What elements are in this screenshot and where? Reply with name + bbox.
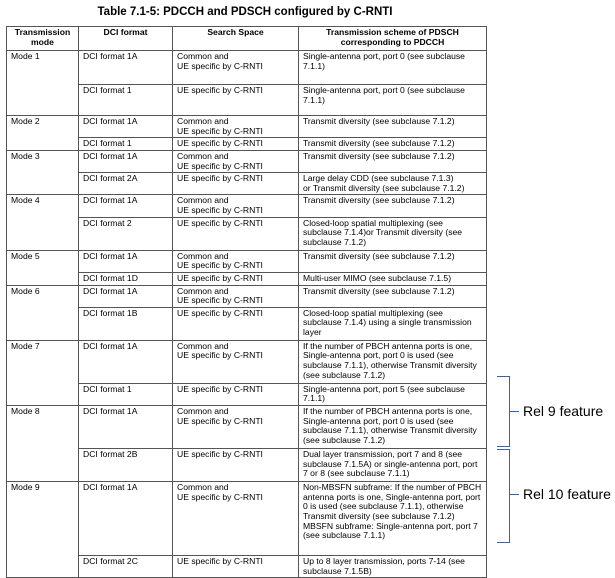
scheme-cell: Single-antenna port, port 0 (see subclause 7.1.1) [299,51,487,85]
scheme-cell: Large delay CDD (see subclause 7.1.3) or Transmit diversity (see subclause 7.1.2) [299,173,487,195]
search-space-cell: UE specific by C-RNTI [173,138,299,151]
scheme-cell: Transmit diversity (see subclause 7.1.2) [299,138,487,151]
scheme-cell: Transmit diversity (see subclause 7.1.2) [299,285,487,307]
dci-cell: DCI format 1A [79,195,173,217]
dci-cell: DCI format 2 [79,217,173,250]
dci-cell: DCI format 1A [79,250,173,272]
mode-cell: Mode 9 [7,482,79,578]
scheme-cell: Non-MBSFN subframe: If the number of PBCH antenna ports is one, Single-antenna port, port 0 is used (see subclause 7.1.1), otherwise Transmit diversity (see subclause 7.1.2) MBSFN subframe: Single-antenna port, port 7 (see subclause 7.1.1) [299,482,487,556]
mode-cell: Mode 4 [7,195,79,250]
scheme-cell: Transmit diversity (see subclause 7.1.2) [299,116,487,138]
mode-cell: Mode 3 [7,150,79,195]
dci-cell: DCI format 1A [79,482,173,556]
search-space-cell: Common and UE specific by C-RNTI [173,482,299,556]
mode-cell: Mode 7 [7,340,79,405]
mode-cell: Mode 2 [7,116,79,151]
scheme-cell: Closed-loop spatial multiplexing (see subclause 7.1.4)or Transmit diversity (see subclause 7.1.2) [299,217,487,250]
rel10-bracket-tick [509,494,519,495]
search-space-cell: Common and UE specific by C-RNTI [173,285,299,307]
table-row [7,195,487,217]
dci-cell: DCI format 1A [79,150,173,172]
mode-cell: Mode 5 [7,250,79,285]
table-row [7,217,487,250]
header-search-space: Search Space [173,27,299,51]
table-row [7,556,487,578]
table-row [7,272,487,285]
search-space-cell: UE specific by C-RNTI [173,383,299,405]
search-space-cell: Common and UE specific by C-RNTI [173,250,299,272]
scheme-cell: Single-antenna port, port 0 (see subclause 7.1.1) [299,85,487,116]
dci-cell: DCI format 1B [79,307,173,340]
search-space-cell: UE specific by C-RNTI [173,173,299,195]
mode-cell: Mode 1 [7,51,79,116]
search-space-cell: UE specific by C-RNTI [173,217,299,250]
scheme-cell: Transmit diversity (see subclause 7.1.2) [299,150,487,172]
header-transmission-scheme: Transmission scheme of PDSCH corresponding to PDCCH [299,27,487,51]
dci-cell: DCI format 1A [79,285,173,307]
table-row [7,406,487,449]
scheme-cell: Up to 8 layer transmission, ports 7-14 (see subclause 7.1.5B) [299,556,487,578]
dci-cell: DCI format 1 [79,138,173,151]
search-space-cell: UE specific by C-RNTI [173,449,299,482]
rel10-feature-label: Rel 10 feature [523,486,611,502]
search-space-cell: Common and UE specific by C-RNTI [173,406,299,449]
table-row [7,307,487,340]
rel10-bracket [497,449,510,543]
table-row [7,85,487,116]
mode-cell: Mode 6 [7,285,79,340]
table-title: Table 7.1-5: PDCCH and PDSCH configured by C-RNTI [97,6,393,18]
pdcch-pdsch-table [6,26,487,578]
scheme-cell: Multi-user MIMO (see subclause 7.1.5) [299,272,487,285]
search-space-cell: UE specific by C-RNTI [173,85,299,116]
table-row [7,116,487,138]
search-space-cell: Common and UE specific by C-RNTI [173,116,299,138]
search-space-cell: Common and UE specific by C-RNTI [173,340,299,383]
table-row [7,482,487,556]
scheme-cell: If the number of PBCH antenna ports is one, Single-antenna port, port 0 is used (see subclause 7.1.1), otherwise Transmit diversity (see subclause 7.1.2) [299,406,487,449]
dci-cell: DCI format 1A [79,116,173,138]
search-space-cell: UE specific by C-RNTI [173,272,299,285]
header-row [7,27,487,51]
table-row [7,250,487,272]
search-space-cell: Common and UE specific by C-RNTI [173,51,299,85]
table-row [7,449,487,482]
search-space-cell: UE specific by C-RNTI [173,307,299,340]
header-dci-format: DCI format [79,27,173,51]
rel9-feature-label: Rel 9 feature [523,403,604,419]
dci-cell: DCI format 1 [79,85,173,116]
table-row [7,173,487,195]
dci-cell: DCI format 1A [79,51,173,85]
dci-cell: DCI format 2A [79,173,173,195]
table-row [7,383,487,405]
dci-cell: DCI format 1 [79,383,173,405]
dci-cell: DCI format 1D [79,272,173,285]
search-space-cell: UE specific by C-RNTI [173,556,299,578]
dci-cell: DCI format 1A [79,406,173,449]
table-row [7,150,487,172]
dci-cell: DCI format 1A [79,340,173,383]
search-space-cell: Common and UE specific by C-RNTI [173,150,299,172]
table-row [7,138,487,151]
dci-cell: DCI format 2C [79,556,173,578]
dci-cell: DCI format 2B [79,449,173,482]
table-row [7,51,487,85]
scheme-cell: Closed-loop spatial multiplexing (see subclause 7.1.4) using a single transmission layer [299,307,487,340]
header-transmission-mode: Transmission mode [7,27,79,51]
mode-cell: Mode 8 [7,406,79,482]
scheme-cell: Transmit diversity (see subclause 7.1.2) [299,250,487,272]
scheme-cell: If the number of PBCH antenna ports is one, Single-antenna port, port 0 is used (see subclause 7.1.1), otherwise Transmit diversity (see subclause 7.1.2) [299,340,487,383]
search-space-cell: Common and UE specific by C-RNTI [173,195,299,217]
table-row [7,285,487,307]
scheme-cell: Dual layer transmission, port 7 and 8 (see subclause 7.1.5A) or single-antenna port, port 7 or 8 (see subclause 7.1.1) [299,449,487,482]
rel9-bracket-tick [509,411,519,412]
scheme-cell: Single-antenna port, port 5 (see subclause 7.1.1) [299,383,487,405]
scheme-cell: Transmit diversity (see subclause 7.1.2) [299,195,487,217]
table-row [7,340,487,383]
